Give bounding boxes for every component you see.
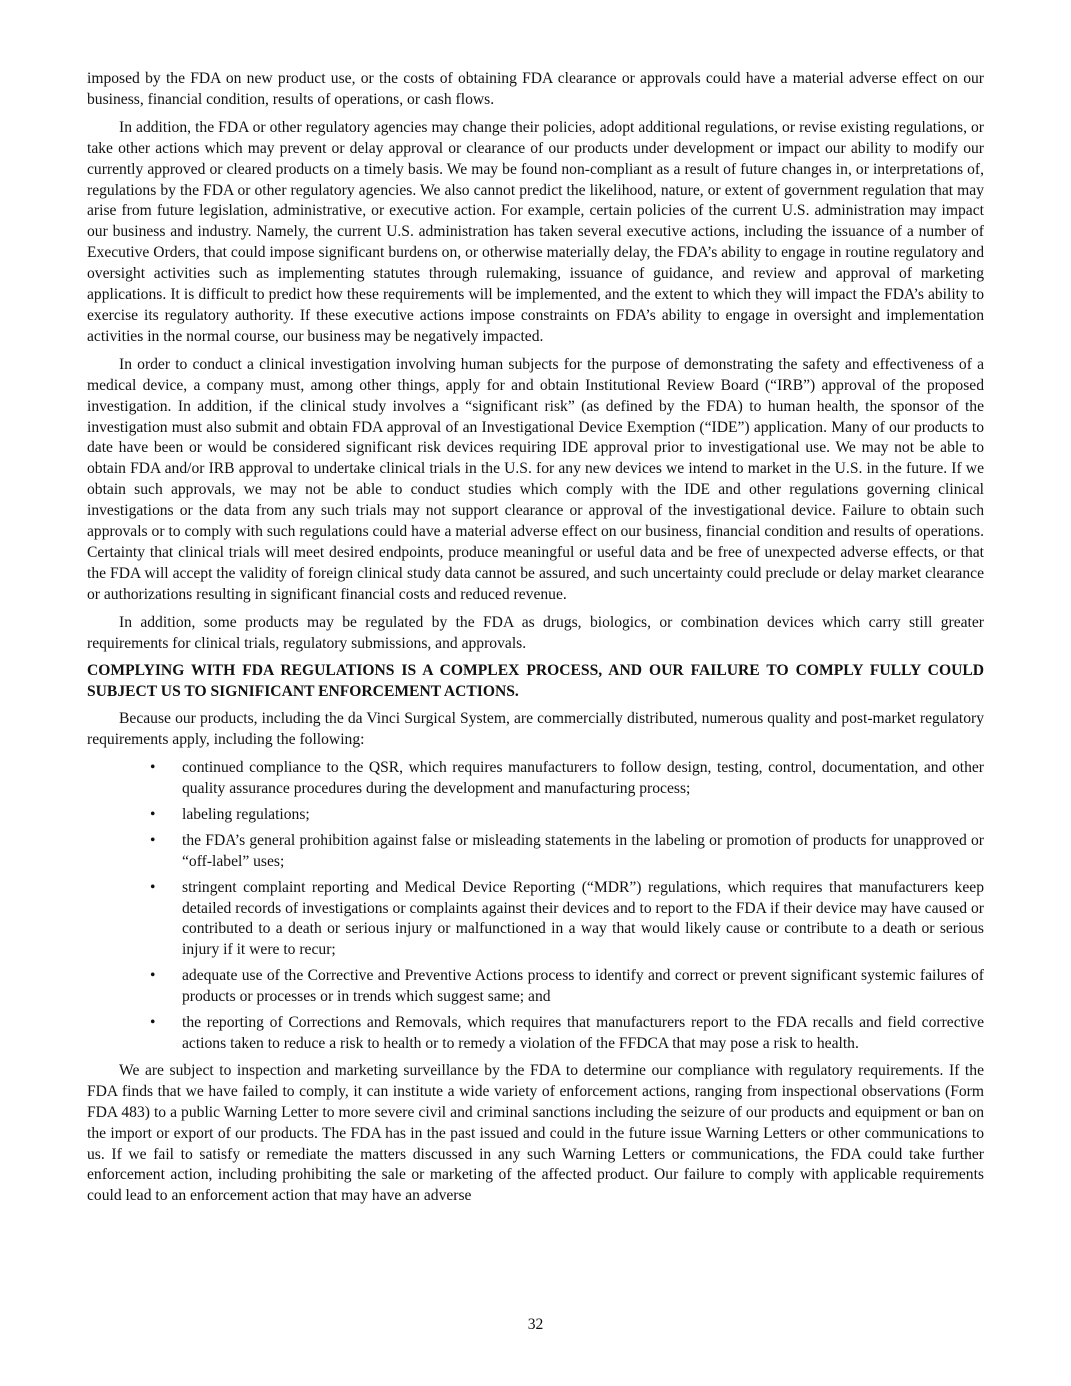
list-item	[87, 831, 984, 873]
bullet-marker: •	[150, 831, 156, 849]
bullet-marker: •	[150, 1014, 156, 1032]
bullet-marker: •	[150, 967, 156, 985]
requirements-list	[87, 758, 984, 1055]
paragraph-combination-devices: In addition, some products may be regulated by the FDA as drugs, biologics, or combination devices which carry still greater requirements for clinical trials, regulatory submissions, and approvals.	[87, 613, 984, 652]
document-body	[87, 69, 984, 1214]
list-item-text: the FDA’s general prohibition against false or misleading statements in the labeling or promotion of products for unapproved or “off-label” uses;	[182, 831, 984, 870]
bullet-marker: •	[150, 878, 156, 896]
list-item-text: the reporting of Corrections and Removals, which requires that manufacturers report to the FDA recalls and field corrective actions taken to reduce a risk to health or to remedy a violation of the FFDCA that may pose a risk to health.	[182, 1014, 984, 1052]
list-item	[87, 878, 984, 962]
paragraph-inspection-surveillance: We are subject to inspection and marketing surveillance by the FDA to determine our compliance with regulatory requirements. If the FDA finds that we have failed to comply, it can institute a wide variety of enforcement actions, ranging from inspectional observations (Form FDA 483) to a public Warning Letter to more severe civil and criminal sanctions including the seizure of our products and equipment or ban on the import or export of our products. The FDA has in the past issued and could in the future issue Warning Letters or other communications to us. If we fail to satisfy or remediate the matters discussed in any such Warning Letters or communications, the FDA could take further enforcement action, including prohibiting the sale or marketing of the affected product. Our failure to comply with applicable requirements could lead to an enforcement action that may have an adverse	[87, 1061, 984, 1205]
section-heading: COMPLYING WITH FDA REGULATIONS IS A COMPLEX PROCESS, AND OUR FAILURE TO COMPLY FULLY COULD SUBJECT US TO SIGNIFICANT ENFORCEMENT ACTIONS.	[87, 662, 984, 701]
list-item	[87, 1013, 984, 1055]
paragraph-intro: Because our products, including the da Vinci Surgical System, are commercially distributed, numerous quality and post-market regulatory requirements apply, including the following:	[87, 710, 984, 749]
bullet-marker: •	[150, 805, 156, 823]
list-item-text: continued compliance to the QSR, which requires manufacturers to follow design, testing, control, documentation, and other quality assurance procedures during the development and manufacturing process;	[182, 759, 984, 797]
paragraph-continuation: imposed by the FDA on new product use, or the costs of obtaining FDA clearance or approvals could have a material adverse effect on our business, financial condition, results of operations, or cash flows.	[87, 70, 984, 108]
list-item	[87, 758, 984, 800]
bullet-marker: •	[150, 759, 156, 777]
page-number: 32	[527, 1316, 544, 1333]
paragraph-clinical-investigation: In order to conduct a clinical investigation involving human subjects for the purpose of demonstrating the safety and effectiveness of a medical device, a company must, among other things, apply for and obtain Institutional Review Board (“IRB”) approval of the proposed investigation. In addition, if the clinical study involves a “significant risk” (as defined by the FDA) to human health, the sponsor of the investigation must also submit and obtain FDA approval of an Investigational Device Exemption (“IDE”) application. Many of our products to date have been or would be considered significant risk devices requiring IDE approval prior to investigational use. We may not be able to obtain FDA and/or IRB approval to undertake clinical trials in the U.S. for any new devices we intend to market in the U.S. in the future. If we obtain such approvals, we may not be able to conduct studies which comply with the IDE and other regulations governing clinical investigations or the data from any such trials may not support clearance or approval of the investigational device. Failure to obtain such approvals or to comply with such regulations could have a material adverse effect on our business, financial condition and results of operations. Certainty that clinical trials will meet desired endpoints, produce meaningful or useful data and be free of unexpected adverse effects, or that the FDA will accept the validity of foreign clinical study data cannot be assured, and such uncertainty could preclude or delay market clearance or authorizations resulting in significant financial costs and reduced revenue.	[87, 355, 984, 603]
list-item-text: adequate use of the Corrective and Preventive Actions process to identify and correct or prevent significant systemic failures of products or processes or in trends which suggest same; and	[182, 967, 984, 1006]
list-item	[87, 805, 984, 826]
list-item-text: labeling regulations;	[182, 805, 310, 823]
list-item	[87, 966, 984, 1008]
paragraph-regulatory-changes: In addition, the FDA or other regulatory agencies may change their policies, adopt additional regulations, or revise existing regulations, or take other actions which may prevent or delay approval or clearance of our products under development or impact our ability to modify our currently approved or cleared products on a timely basis. We may be found non-compliant as a result of future changes in, or interpretations of, regulations by the FDA or other regulatory agencies. We also cannot predict the likelihood, nature, or extent of government regulation that may arise from future legislation, administrative, or executive action. For example, certain policies of the current U.S. administration may impact our business and industry. Namely, the current U.S. administration has taken several executive actions, including the issuance of a number of Executive Orders, that could impose significant burdens on, or otherwise materially delay, the FDA’s ability to engage in routine regulatory and oversight activities such as implementing statutes through rulemaking, issuance of guidance, and review and approval of marketing applications. It is difficult to predict how these requirements will be implemented, and the extent to which they will impact the FDA’s ability to exercise its regulatory authority. If these executive actions impose constraints on FDA’s ability to engage in oversight and implementation activities in the normal course, our business may be negatively impacted.	[87, 118, 984, 345]
list-item-text: stringent complaint reporting and Medical Device Reporting (“MDR”) regulations, which requires that manufacturers keep detailed records of investigations or complaints against their devices and to report to the FDA if their device may have caused or contributed to a death or serious injury or malfunctioned in a way that would likely cause or contribute to a death or serious injury if it were to recur;	[182, 878, 984, 959]
